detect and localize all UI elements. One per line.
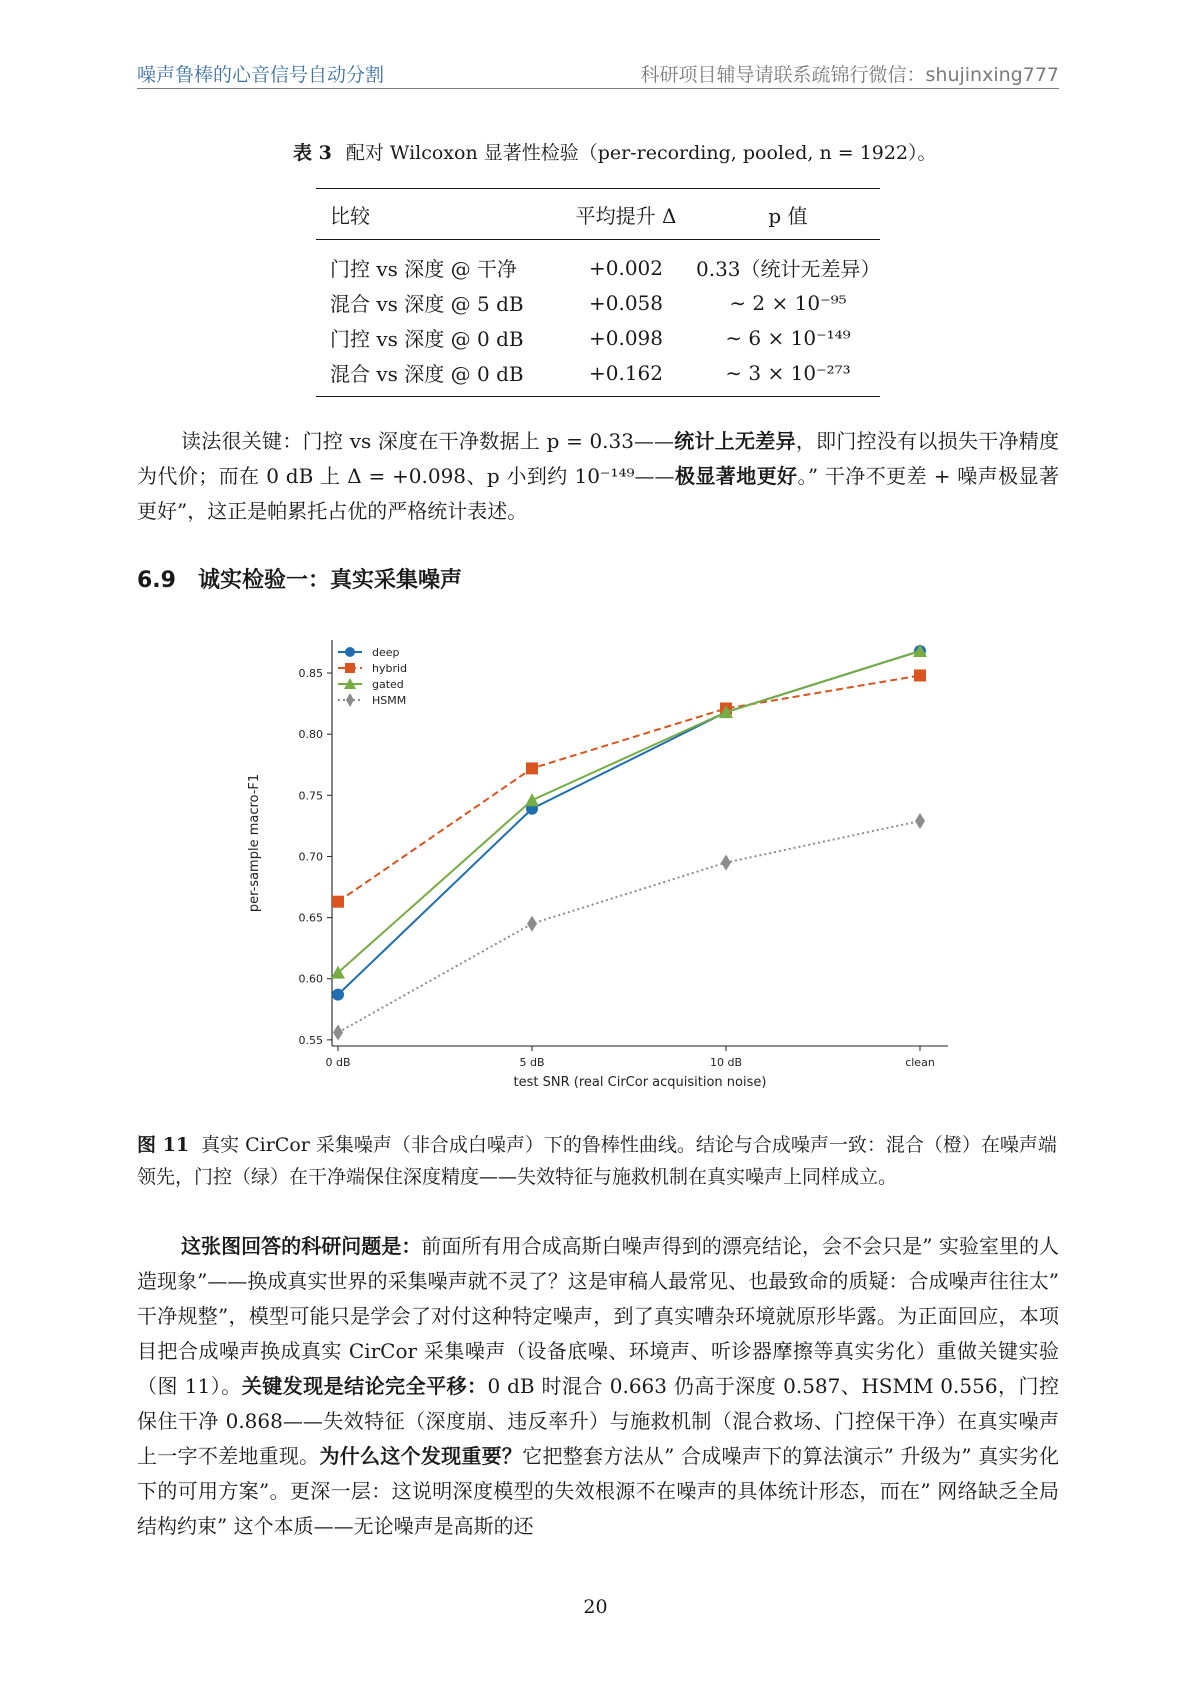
series-line-hsmm <box>338 821 920 1033</box>
cell-comparison: 门控 vs 深度 @ 干净 <box>330 257 517 281</box>
para1-bold-1: 统计上无差异 <box>673 429 796 453</box>
cell-p: ∼ 2 × 10⁻⁹⁵ <box>729 290 847 315</box>
y-tick-label: 0.80 <box>298 728 323 742</box>
section-title: 诚实检验一：真实采集噪声 <box>197 568 462 593</box>
y-tick-label: 0.65 <box>298 911 323 925</box>
table-header-row <box>316 189 880 240</box>
robustness-line-chart <box>240 628 960 1098</box>
cell-p: 0.33（统计无差异） <box>696 257 881 281</box>
y-tick-label: 0.70 <box>298 850 323 864</box>
para2-bold-1: 这张图回答的科研问题是： <box>181 1234 422 1258</box>
table-caption-text: 配对 Wilcoxon 显著性检验（per-recording, pooled, n = 1922）。 <box>345 142 937 164</box>
legend-label: deep <box>372 646 400 659</box>
wilcoxon-table <box>316 188 880 397</box>
cell-p: ∼ 6 × 10⁻¹⁴⁹ <box>725 325 851 350</box>
running-header <box>137 56 1059 89</box>
figure-label: 图 11 <box>137 1134 190 1156</box>
table-caption <box>293 138 937 165</box>
legend-marker <box>345 647 355 657</box>
legend-label: hybrid <box>372 662 408 675</box>
cell-comparison: 混合 vs 深度 @ 5 dB <box>330 292 524 316</box>
page-number: 20 <box>583 1596 608 1618</box>
para1-bold-2: 极显著地更好 <box>674 464 798 488</box>
data-point-hsmm <box>333 1025 343 1041</box>
data-point-hybrid <box>914 669 926 681</box>
y-axis-label: per-sample macro-F1 <box>247 773 262 913</box>
cell-delta: +0.162 <box>588 360 663 385</box>
figure-caption <box>137 1129 1059 1193</box>
para2-text-1: 前面所有用合成高斯白噪声得到的漂亮结论，会不会只是” 实验室里的人造现象”——换成真实世界的采集噪声就不灵了？这是审稿人最常见、也最致命的质疑：合成噪声往往太” 干净规整”，模型可能只是学会了对付这种特定噪声，到了真实嘈杂环境就原形毕露。为正面回应，本项目把合成噪声换成真实 CirCor 采集噪声（设备底噪、环境声、听诊器摩擦等真实劣化）重做关键实验（图 11）。 <box>137 1234 1060 1398</box>
data-point-gated <box>525 793 539 806</box>
para2-bold-2: 关键发现是结论完全平移： <box>241 1374 488 1398</box>
x-tick-label: clean <box>905 1056 935 1069</box>
para1-text-2: ，即门控没有以损失干净精度为代价；而在 0 dB 上 Δ = +0.098、p 小到约 10⁻¹⁴⁹—— <box>137 429 1060 488</box>
paragraph-research-question <box>137 1229 1059 1544</box>
cell-p: ∼ 3 × 10⁻²⁷³ <box>725 360 851 385</box>
y-tick-label: 0.85 <box>298 667 323 681</box>
cell-comparison: 混合 vs 深度 @ 0 dB <box>330 362 524 386</box>
data-point-hsmm <box>915 813 925 829</box>
data-point-hsmm <box>721 855 731 871</box>
legend-label: HSMM <box>372 694 407 707</box>
x-tick-label: 0 dB <box>325 1056 351 1069</box>
table-row <box>316 285 880 320</box>
data-point-hybrid <box>332 896 344 908</box>
col-header-p: p 值 <box>768 203 808 228</box>
table-label: 表 3 <box>293 142 332 164</box>
header-title: 噪声鲁棒的心音信号自动分割 <box>137 64 385 86</box>
table-row <box>316 240 880 286</box>
para2-text-2: 0 dB 时混合 0.663 仍高于深度 0.587、HSMM 0.556，门控保住干净 0.868——失效特征（深度崩、违反率升）与施救机制（混合救场、门控保干净）在真实噪声上一字不差地重现。 <box>137 1374 1059 1468</box>
col-header-delta: 平均提升 Δ <box>575 203 677 228</box>
paragraph-reading <box>137 424 1059 529</box>
series-line-gated <box>338 651 920 973</box>
series-line-hybrid <box>338 675 920 901</box>
data-point-hsmm <box>527 916 537 932</box>
section-number: 6.9 <box>137 568 176 593</box>
para1-text-3: 。” 干净不更差 + 噪声极显著更好”，这正是帕累托占优的严格统计表述。 <box>137 464 1059 523</box>
table-row <box>316 320 880 355</box>
y-tick-label: 0.60 <box>298 972 323 986</box>
cell-delta: +0.002 <box>588 255 663 280</box>
table-row <box>316 355 880 397</box>
legend-label: gated <box>372 678 404 691</box>
header-contact: 科研项目辅导请联系疏锦行微信：shujinxing777 <box>640 64 1059 86</box>
section-heading <box>137 563 462 594</box>
para1-text-1: 读法很关键：门控 vs 深度在干净数据上 p = 0.33—— <box>181 429 674 453</box>
y-tick-label: 0.75 <box>298 789 323 803</box>
cell-delta: +0.058 <box>588 290 663 315</box>
x-axis-label: test SNR (real CirCor acquisition noise) <box>513 1075 767 1090</box>
cell-comparison: 门控 vs 深度 @ 0 dB <box>330 327 524 351</box>
para2-text-3: 它把整套方法从” 合成噪声下的算法演示” 升级为” 真实劣化下的可用方案”。更深一层：这说明深度模型的失效根源不在噪声的具体统计形态，而在” 网络缺乏全局结构约束” 这个本质——无论噪声是高斯的还 <box>137 1444 1060 1538</box>
legend-marker <box>346 693 354 707</box>
cell-delta: +0.098 <box>588 325 663 350</box>
y-tick-label: 0.55 <box>298 1033 323 1047</box>
data-point-hybrid <box>526 762 538 774</box>
series-line-deep <box>338 651 920 995</box>
para2-bold-3: 为什么这个发现重要？ <box>319 1444 523 1468</box>
x-tick-label: 5 dB <box>519 1056 545 1069</box>
col-header-comparison: 比较 <box>330 203 370 228</box>
figure-caption-text: 真实 CirCor 采集噪声（非合成白噪声）下的鲁棒性曲线。结论与合成噪声一致：混合（橙）在噪声端领先，门控（绿）在干净端保住深度精度——失效特征与施救机制在真实噪声上同样成立。 <box>137 1134 1057 1188</box>
legend-marker <box>345 663 355 673</box>
data-point-deep <box>332 989 344 1001</box>
x-tick-label: 10 dB <box>709 1056 743 1069</box>
